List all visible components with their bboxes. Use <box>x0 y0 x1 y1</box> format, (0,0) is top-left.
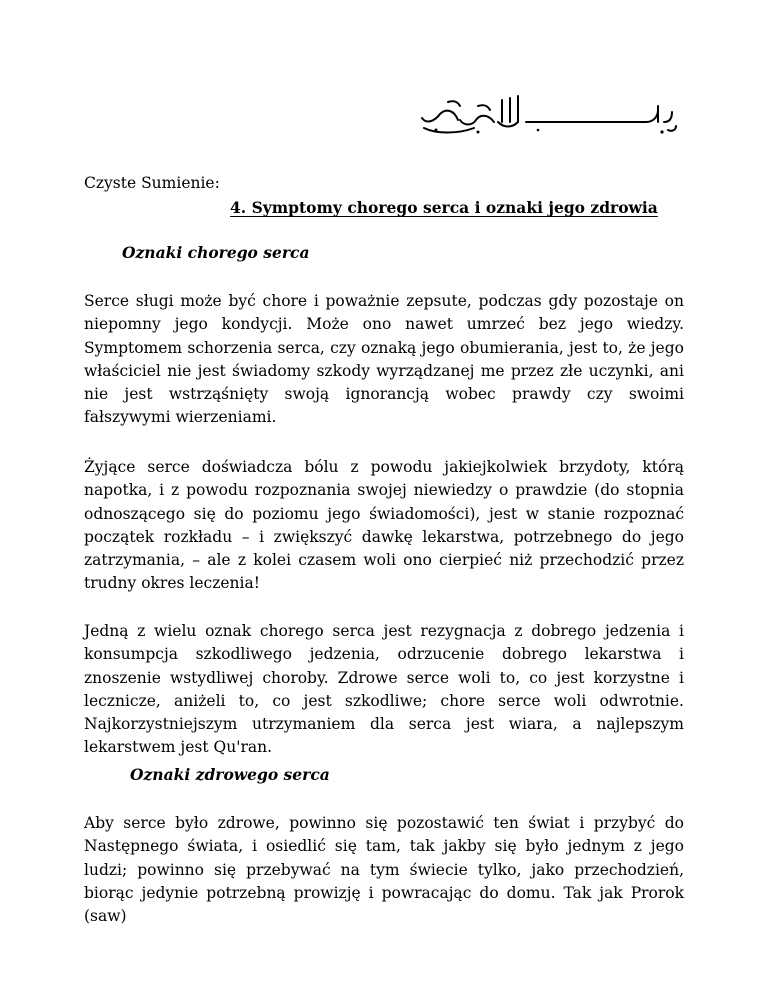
basmala-calligraphy-icon <box>418 92 680 136</box>
paragraph: Jedną z wielu oznak chorego serca jest rezygnacja z dobrego jedzenia i konsumpcja szkodliwego jedzenia, odrzucenie dobrego lekarstwa i znoszenie wstydliwej choroby. Zdrowe serce woli to, co jest korzystne i lecznicze, aniżeli to, co jest szkodliwe; chore serce woli odwrotnie. Najkorzystniejszym utrzymaniem dla serca jest wiara, a najlepszym lekarstwem jest Qu'ran. <box>84 622 684 757</box>
paragraph: Żyjące serce doświadcza bólu z powodu jakiejkolwiek brzydoty, którą napotka, i z powodu rozpoznania swojej niewiedzy o prawdzie (do stopnia odnoszącego się do poziomu jego świadomości), jest w stanie rozpoznać początek rozkładu – i zwiększyć dawkę lekarstwa, potrzebnego do jego zatrzymania, – ale z kolei czasem woli ono cierpieć niż przechodzić przez trudny okres leczenia! <box>84 458 684 593</box>
subsection-title-sick-heart: Oznaki chorego serca <box>122 243 310 262</box>
subsection-title-healthy-heart: Oznaki zdrowego serca <box>130 765 330 784</box>
paragraph: Aby serce było zdrowe, powinno się pozostawić ten świat i przybyć do Następnego świata, i osiedlić się tam, tak jakby się było jednym z jego ludzi; powinno się przebywać na tym świecie tylko, jako przechodzień, biorąc jedynie potrzebną prowizję i powracając do domu. Tak jak Prorok (saw) <box>84 814 684 926</box>
section-heading: 4. Symptomy chorego serca i oznaki jego zdrowia <box>230 198 658 217</box>
paragraph: Serce sługi może być chore i poważnie zepsute, podczas gdy pozostaje on niepomny jego kondycji. Może ono nawet umrzeć bez jego wiedzy. Symptomem schorzenia serca, czy oznaką jego obumierania, jest to, że jego właściciel nie jest świadomy szkody wyrządzanej me przez złe uczynki, ani nie jest wstrząśnięty swoją ignorancją wobec prawdy czy swoimi fałszywymi wierzeniami. <box>84 292 684 427</box>
document-label: Czyste Sumienie: <box>84 174 220 192</box>
